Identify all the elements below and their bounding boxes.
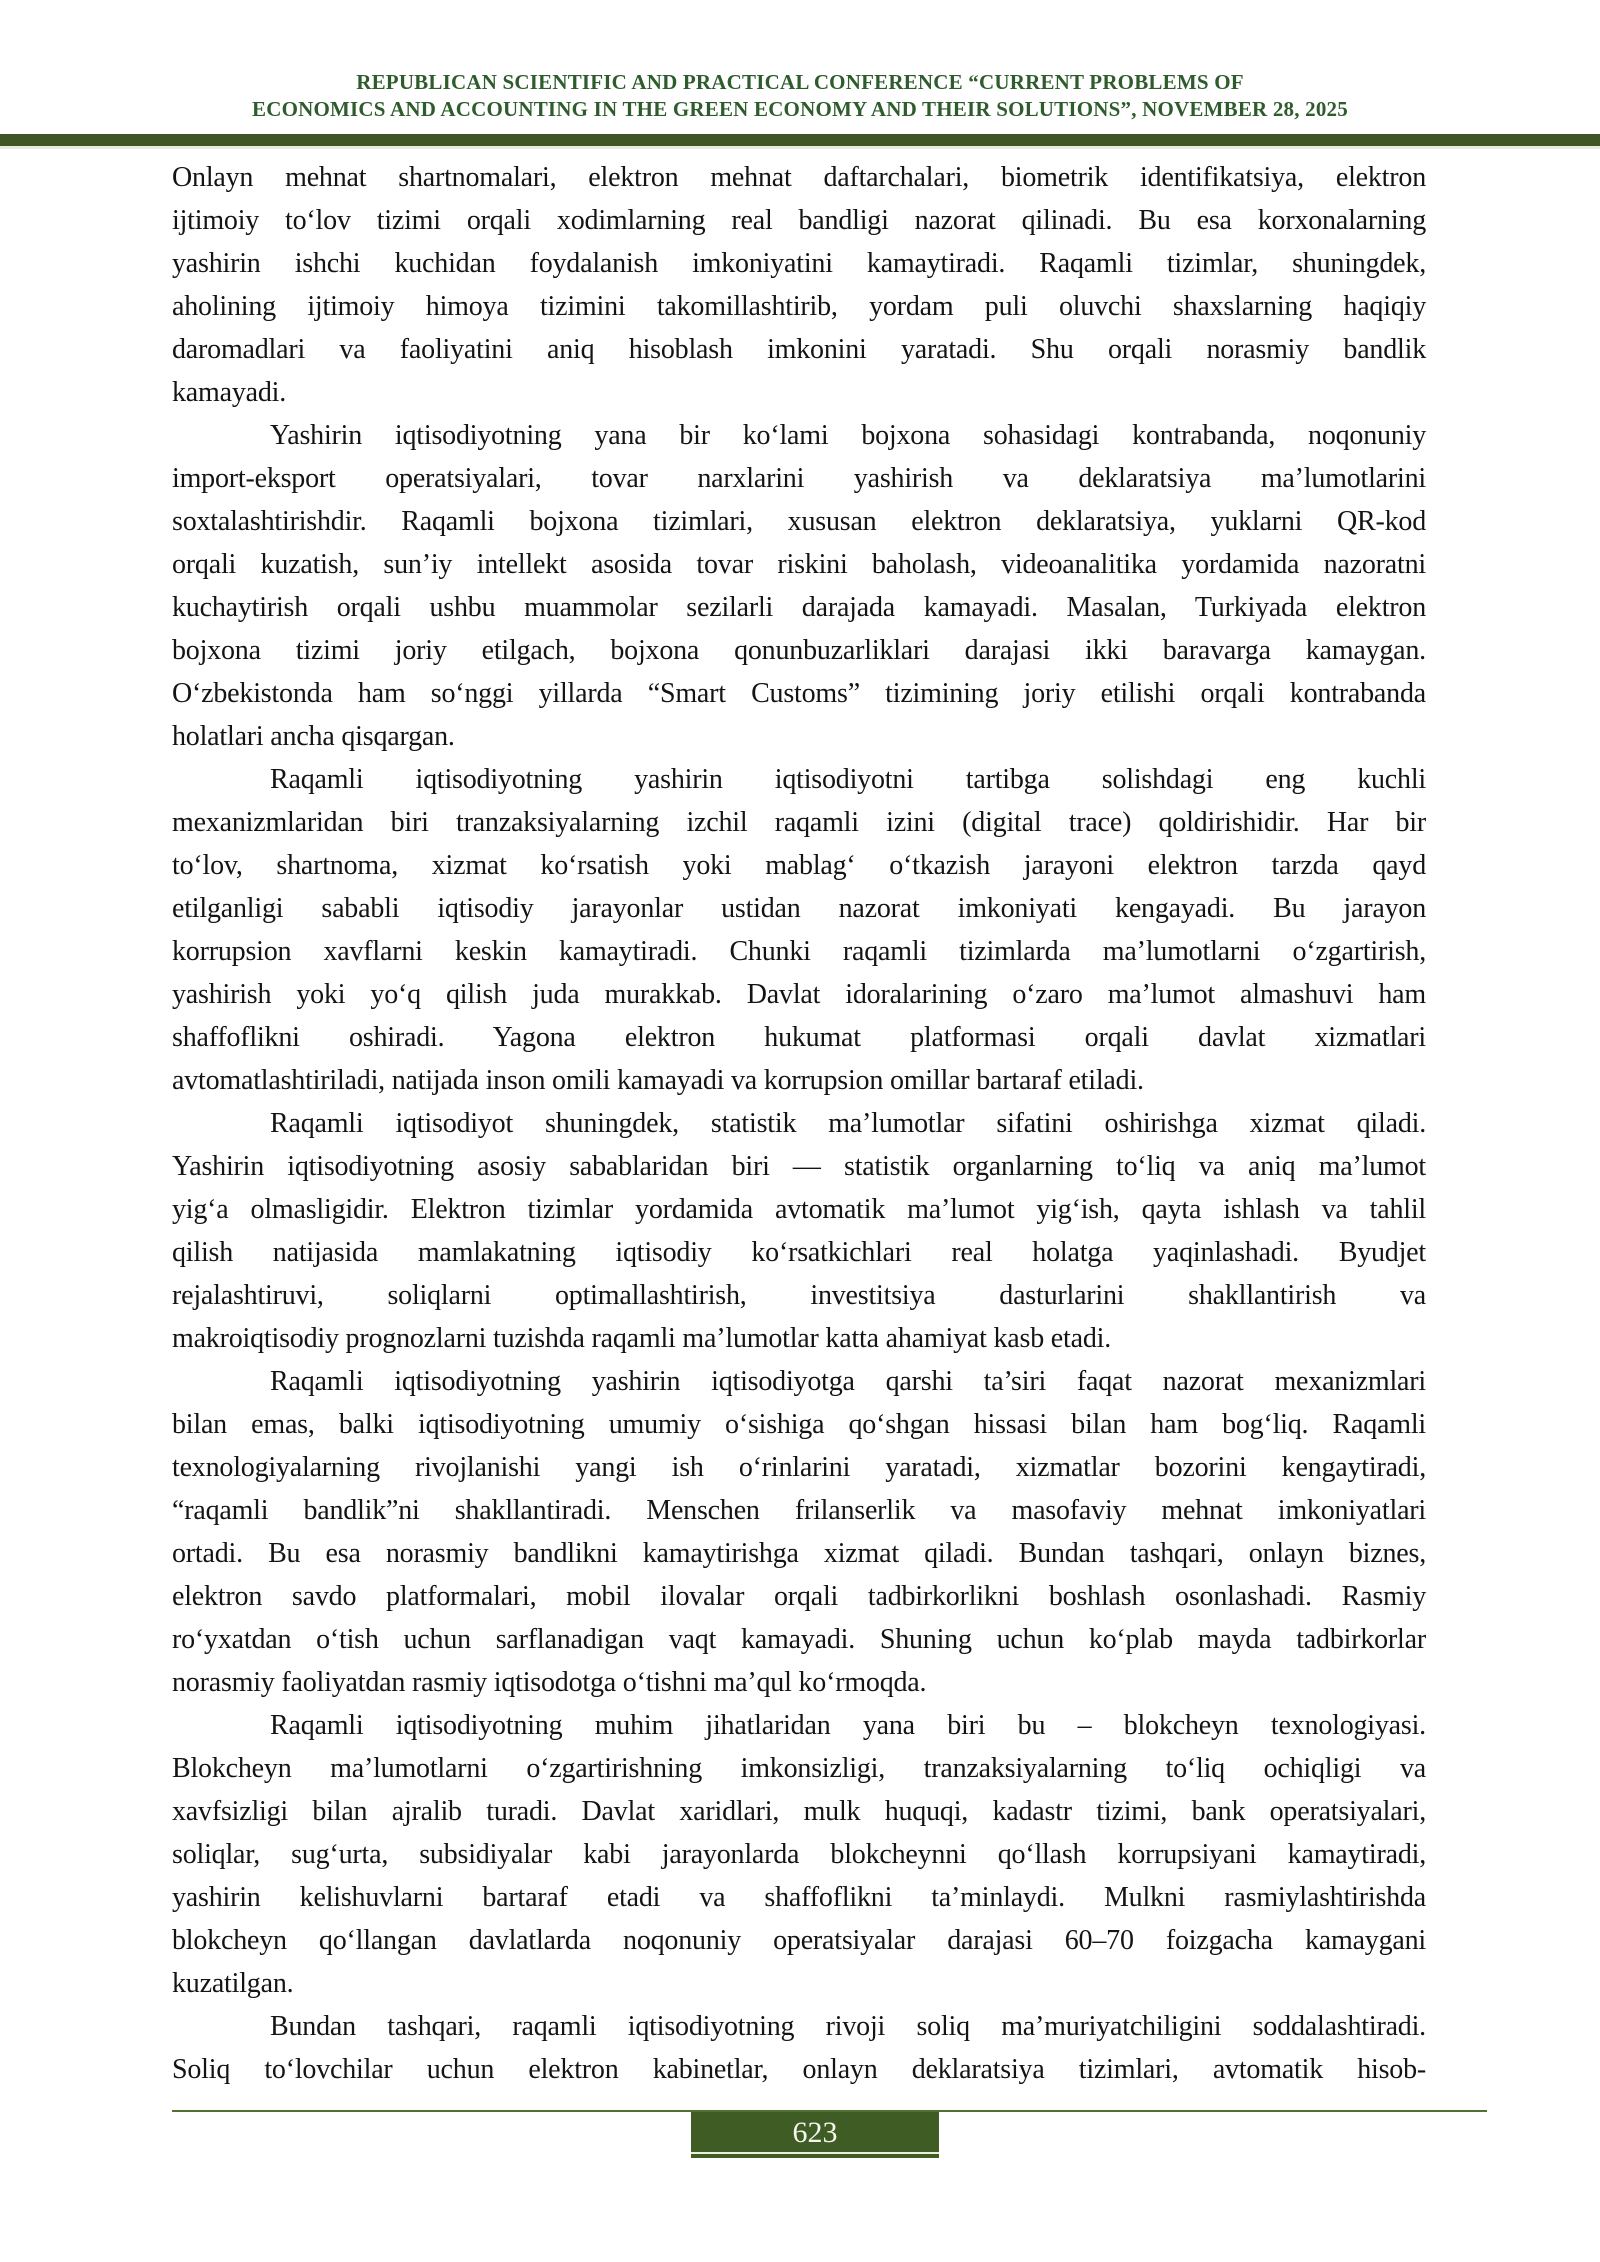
text-line: shaffoflikni oshiradi. Yagona elektron hukumat platformasi orqali davlat xizmatlari (172, 1022, 1426, 1053)
text-line: yashirin kelishuvlarni bartaraf etadi va shaffoflikni ta’minlaydi. Mulkni rasmiylashtirishda (172, 1882, 1426, 1913)
text-line: Yashirin iqtisodiyotning yana bir ko‘lami bojxona sohasidagi kontrabanda, noqonuniy (270, 420, 1426, 451)
text-line: bojxona tizimi joriy etilgach, bojxona qonunbuzarliklari darajasi ikki baravarga kamaygan. (172, 635, 1426, 666)
body-text (172, 156, 1426, 2091)
text-line: yig‘a olmasligidir. Elektron tizimlar yordamida avtomatik ma’lumot yig‘ish, qayta ishlash va tahlil (172, 1194, 1426, 1225)
text-line: soxtalashtirishdir. Raqamli bojxona tizimlari, xususan elektron deklaratsiya, yuklarni QR-kod (172, 506, 1426, 537)
text-line: norasmiy faoliyatdan rasmiy iqtisodotga o‘tishni ma’qul ko‘rmoqda. (172, 1667, 927, 1698)
text-line: Raqamli iqtisodiyotning yashirin iqtisodiyotga qarshi ta’siri faqat nazorat mexanizmlari (270, 1366, 1426, 1397)
text-line: Bundan tashqari, raqamli iqtisodiyotning rivoji soliq ma’muriyatchiligini soddalashtiradi. (270, 2011, 1426, 2042)
text-line: soliqlar, sug‘urta, subsidiyalar kabi jarayonlarda blokcheynni qo‘llash korrupsiyani kamaytiradi, (172, 1839, 1426, 1870)
text-line: Raqamli iqtisodiyotning muhim jihatlaridan yana biri bu – blokcheyn texnologiyasi. (270, 1710, 1426, 1741)
text-line: orqali kuzatish, sun’iy intellekt asosida tovar riskini baholash, videoanalitika yordamida nazoratni (172, 549, 1426, 580)
text-line: yashirish yoki yo‘q qilish juda murakkab. Davlat idoralarining o‘zaro ma’lumot almashuvi ham (172, 979, 1426, 1010)
text-line: ortadi. Bu esa norasmiy bandlikni kamaytirishga xizmat qiladi. Bundan tashqari, onlayn biznes, (172, 1538, 1426, 1569)
text-line: Blokcheyn ma’lumotlarni o‘zgartirishning imkonsizligi, tranzaksiyalarning to‘liq ochiqligi va (172, 1753, 1426, 1784)
page-number-box (691, 2112, 939, 2158)
text-line: ro‘yxatdan o‘tish uchun sarflanadigan vaqt kamayadi. Shuning uchun ko‘plab mayda tadbirkorlar (172, 1624, 1426, 1655)
text-line: kuchaytirish orqali ushbu muammolar sezilarli darajada kamayadi. Masalan, Turkiyada elektron (172, 592, 1426, 623)
header-divider-bar (0, 134, 1600, 149)
text-line: bilan emas, balki iqtisodiyotning umumiy o‘sishiga qo‘shgan hissasi bilan ham bog‘liq. Raqamli (172, 1409, 1426, 1440)
text-line: aholining ijtimoiy himoya tizimini takomillashtirib, yordam puli oluvchi shaxslarning haqiqiy (172, 291, 1426, 322)
text-line: “raqamli bandlik”ni shakllantiradi. Menschen frilanserlik va masofaviy mehnat imkoniyatlari (172, 1495, 1426, 1526)
running-header (60, 69, 1540, 123)
conference-title-line-1: REPUBLICAN SCIENTIFIC AND PRACTICAL CONFERENCE “CURRENT PROBLEMS OF (356, 70, 1244, 94)
text-line: Raqamli iqtisodiyotning yashirin iqtisodiyotni tartibga solishdagi eng kuchli (270, 764, 1426, 795)
text-line: yashirin ishchi kuchidan foydalanish imkoniyatini kamaytiradi. Raqamli tizimlar, shuningdek, (172, 248, 1426, 279)
text-line: Raqamli iqtisodiyot shuningdek, statistik ma’lumotlar sifatini oshirishga xizmat qiladi. (270, 1108, 1426, 1139)
text-line: avtomatlashtiriladi, natijada inson omili kamayadi va korrupsion omillar bartaraf etiladi. (172, 1065, 1144, 1096)
text-line: to‘lov, shartnoma, xizmat ko‘rsatish yoki mablag‘ o‘tkazish jarayoni elektron tarzda qayd (172, 850, 1426, 881)
text-line: kamayadi. (172, 377, 287, 408)
text-line: korrupsion xavflarni keskin kamaytiradi. Chunki raqamli tizimlarda ma’lumotlarni o‘zgartirish, (172, 936, 1426, 967)
text-line: Yashirin iqtisodiyotning asosiy sabablaridan biri — statistik organlarning to‘liq va aniq ma’lumot (172, 1151, 1426, 1182)
text-line: blokcheyn qo‘llangan davlatlarda noqonuniy operatsiyalar darajasi 60–70 foizgacha kamaygani (172, 1925, 1426, 1956)
text-line: makroiqtisodiy prognozlarni tuzishda raqamli ma’lumotlar katta ahamiyat kasb etadi. (172, 1323, 1112, 1354)
text-line: mexanizmlaridan biri tranzaksiyalarning izchil raqamli izini (digital trace) qoldirishidir. Har bir (172, 807, 1426, 838)
text-line: daromadlari va faoliyatini aniq hisoblash imkonini yaratadi. Shu orqali norasmiy bandlik (172, 334, 1426, 365)
text-line: elektron savdo platformalari, mobil ilovalar orqali tadbirkorlikni boshlash osonlashadi. Rasmiy (172, 1581, 1426, 1612)
text-line: xavfsizligi bilan ajralib turadi. Davlat xaridlari, mulk huquqi, kadastr tizimi, bank operatsiyalari, (172, 1796, 1426, 1827)
text-line: import-eksport operatsiyalari, tovar narxlarini yashirish va deklaratsiya ma’lumotlarini (172, 463, 1426, 494)
text-line: texnologiyalarning rivojlanishi yangi ish o‘rinlarini yaratadi, xizmatlar bozorini kengaytiradi, (172, 1452, 1426, 1483)
page-number: 623 (792, 2116, 838, 2149)
text-line: ijtimoiy to‘lov tizimi orqali xodimlarning real bandligi nazorat qilinadi. Bu esa korxonalarning (172, 205, 1426, 236)
text-line: Onlayn mehnat shartnomalari, elektron mehnat daftarchalari, biometrik identifikatsiya, elektron (172, 162, 1426, 193)
text-line: qilish natijasida mamlakatning iqtisodiy ko‘rsatkichlari real holatga yaqinlashadi. Byudjet (172, 1237, 1426, 1268)
text-line: O‘zbekistonda ham so‘nggi yillarda “Smart Customs” tizimining joriy etilishi orqali kontrabanda (172, 678, 1426, 709)
text-line: holatlari ancha qisqargan. (172, 721, 455, 752)
text-line: Soliq to‘lovchilar uchun elektron kabinetlar, onlayn deklaratsiya tizimlari, avtomatik hisob- (172, 2054, 1426, 2085)
conference-title-line-2: ECONOMICS AND ACCOUNTING IN THE GREEN ECONOMY AND THEIR SOLUTIONS”, NOVEMBER 28, 2025 (252, 97, 1348, 121)
text-line: rejalashtiruvi, soliqlarni optimallashtirish, investitsiya dasturlarini shakllantirish va (172, 1280, 1426, 1311)
text-line: etilganligi sababli iqtisodiy jarayonlar ustidan nazorat imkoniyati kengayadi. Bu jarayon (172, 893, 1426, 924)
text-line: kuzatilgan. (172, 1968, 294, 1999)
